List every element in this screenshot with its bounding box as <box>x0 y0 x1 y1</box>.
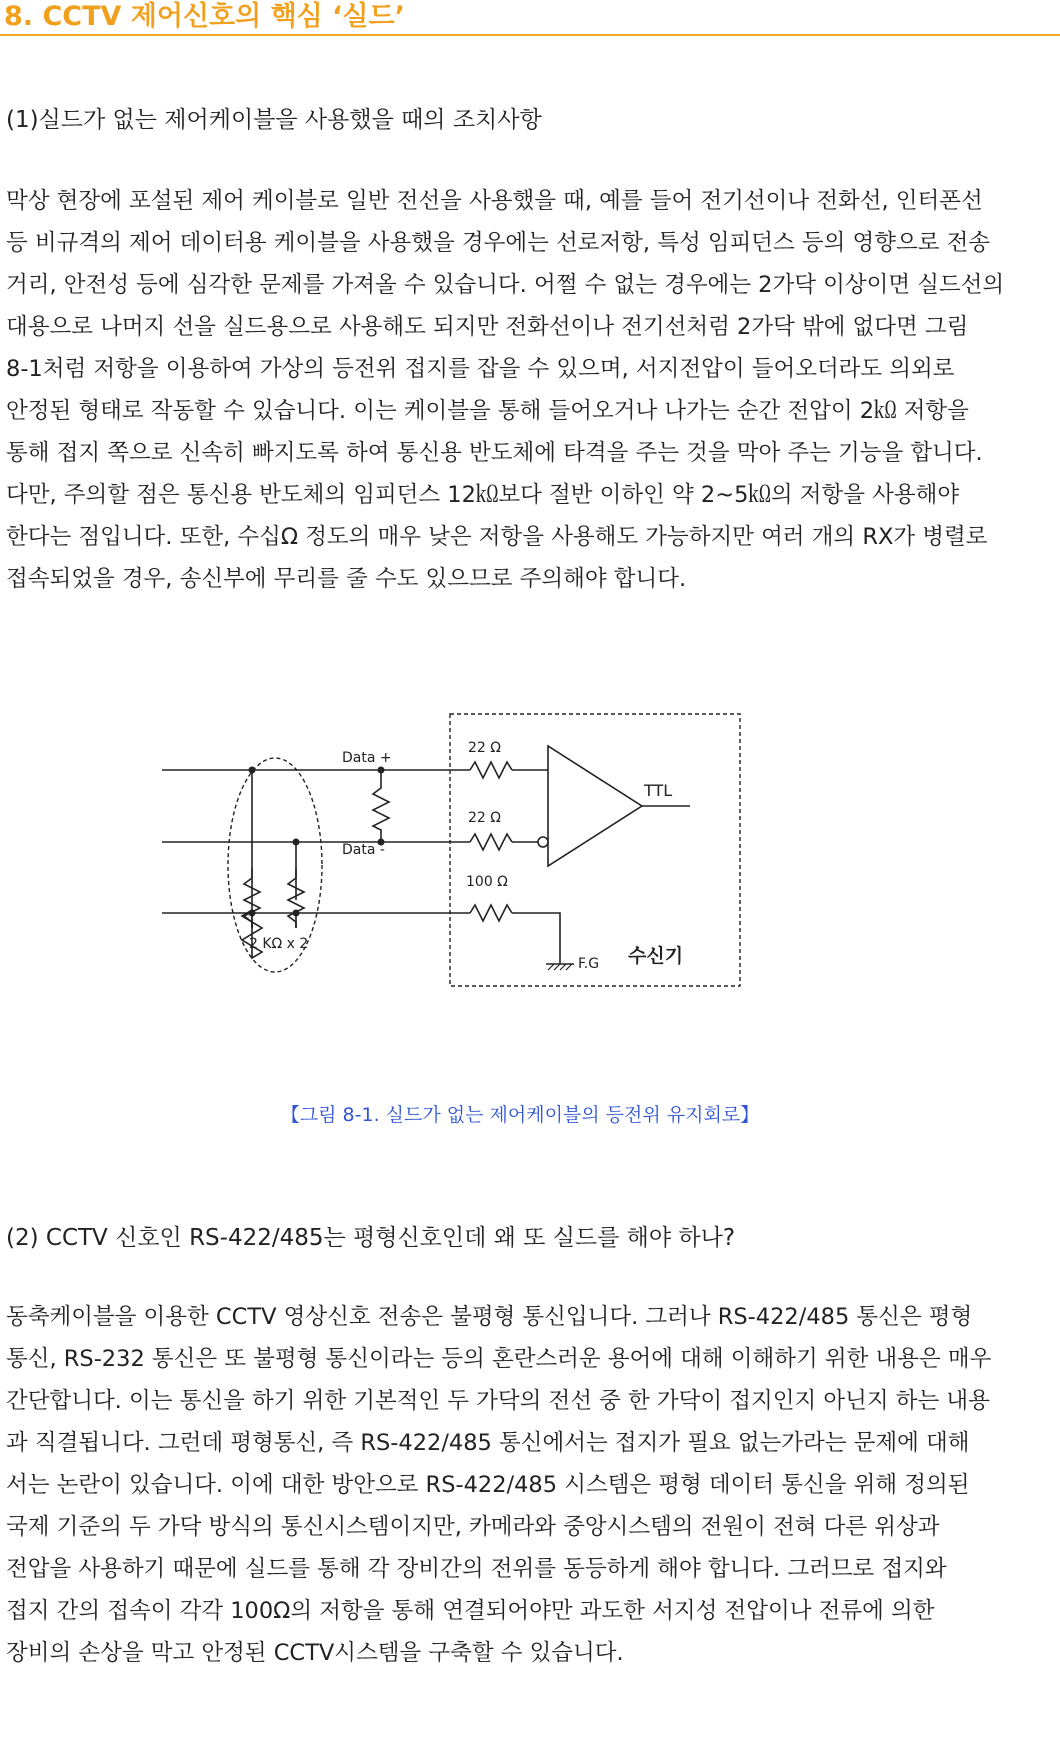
paragraph-line: 전압을 사용하기 때문에 실드를 통해 각 장비간의 전위를 동등하게 해야 합니다. 그러므로 접지와 <box>6 1556 947 1582</box>
section-heading-title: 8. CCTV 제어신호의 핵심 ‘실드’ <box>4 1 405 32</box>
paragraph-line: 접지 간의 접속이 각각 100Ω의 저항을 통해 연결되어야만 과도한 서지성 전압이나 전류에 의한 <box>6 1598 935 1624</box>
receiver-amplifier-icon <box>548 746 642 866</box>
subsection-2-title: (2) CCTV 신호인 RS-422/485는 평형신호인데 왜 또 실드를 해야 하나? <box>6 1225 736 1251</box>
termination-resistor <box>373 770 389 842</box>
paragraph-line: 과 직결됩니다. 그런데 평형통신, 즉 RS-422/485 통신에서는 접지가 필요 없는가라는 문제에 대해 <box>6 1430 970 1456</box>
paragraph-line: 대용으로 나머지 선을 실드용으로 사용해도 되지만 전화선이나 전기선처럼 2가닥 밖에 없다면 그림 <box>6 314 969 340</box>
paragraph-line: 8-1처럼 저항을 이용하여 가상의 등전위 접지를 잡을 수 있으며, 서지전압이 들어오더라도 의외로 <box>6 356 955 382</box>
junction-dot <box>293 910 300 917</box>
paragraph-line: 안정된 형태로 작동할 수 있습니다. 이는 케이블을 통해 들어오거나 나가는 순간 전압이 2㏀ 저항을 <box>6 398 969 424</box>
subsection-1-title: (1)실드가 없는 제어케이블을 사용했을 때의 조치사항 <box>6 107 542 133</box>
subsection-1-body <box>6 180 1056 600</box>
label-data-minus: Data - <box>342 842 385 858</box>
paragraph-line: 간단합니다. 이는 통신을 하기 위한 기본적인 두 가닥의 전선 중 한 가닥이 접지인지 아닌지 하는 내용 <box>6 1388 990 1414</box>
ground-line <box>162 770 560 964</box>
paragraph-line: 막상 현장에 포설된 제어 케이블로 일반 전선을 사용했을 때, 예를 들어 전기선이나 전화선, 인터폰선 <box>6 188 983 214</box>
label-ttl: TTL <box>644 781 673 800</box>
label-frame-ground: F.G <box>578 956 600 972</box>
junction-dot <box>249 910 256 917</box>
frame-ground-icon <box>546 964 574 970</box>
label-r1: 22 Ω <box>468 740 501 756</box>
paragraph-line: 장비의 손상을 막고 안정된 CCTV시스템을 구축할 수 있습니다. <box>6 1640 624 1666</box>
circuit-diagram <box>150 700 800 1040</box>
section-heading <box>0 0 1060 36</box>
circuit-diagram-figure <box>150 700 800 1040</box>
junction-dot <box>249 767 256 774</box>
label-data-plus: Data + <box>342 750 392 766</box>
paragraph-line: 다만, 주의할 점은 통신용 반도체의 임피던스 12㏀보다 절반 이하인 약 2~5㏀의 저항을 사용해야 <box>6 482 960 508</box>
paragraph-line: 등 비규격의 제어 데이터용 케이블을 사용했을 경우에는 선로저항, 특성 임피던스 등의 영향으로 전송 <box>6 230 991 256</box>
label-r2: 22 Ω <box>468 810 501 826</box>
figure-caption: 【그림 8-1. 실드가 없는 제어케이블의 등전위 유지회로】 <box>280 1104 760 1126</box>
paragraph-line: 통신, RS-232 통신은 또 불평형 통신이라는 등의 혼란스러운 용어에 대해 이해하기 위한 내용은 매우 <box>6 1346 992 1372</box>
subsection-2-body <box>6 1296 1056 1674</box>
paragraph-line: 국제 기준의 두 가닥 방식의 통신시스템이지만, 카메라와 중앙시스템의 전원이 전혀 다른 위상과 <box>6 1514 940 1540</box>
label-resistor-pair: 2 KΩ x 2 <box>249 936 309 952</box>
junction-dot <box>293 839 300 846</box>
paragraph-line: 동축케이블을 이용한 CCTV 영상신호 전송은 불평형 통신입니다. 그러나 RS-422/485 통신은 평형 <box>6 1304 973 1330</box>
paragraph-line: 통해 접지 쪽으로 신속히 빠지도록 하여 통신용 반도체에 타격을 주는 것을 막아 주는 기능을 합니다. <box>6 440 983 466</box>
paragraph-line: 거리, 안전성 등에 심각한 문제를 가져올 수 있습니다. 어쩔 수 없는 경우에는 2가닥 이상이면 실드선의 <box>6 272 1005 298</box>
paragraph-line: 서는 논란이 있습니다. 이에 대한 방안으로 RS-422/485 시스템은 평형 데이터 통신을 위해 정의된 <box>6 1472 970 1498</box>
paragraph-line: 접속되었을 경우, 송신부에 무리를 줄 수도 있으므로 주의해야 합니다. <box>6 566 687 592</box>
inverting-input-circle <box>538 837 548 847</box>
paragraph-line: 한다는 점입니다. 또한, 수십Ω 정도의 매우 낮은 저항을 사용해도 가능하지만 여러 개의 RX가 병렬로 <box>6 524 988 550</box>
label-r3: 100 Ω <box>466 874 508 890</box>
label-receiver: 수신기 <box>628 945 684 967</box>
